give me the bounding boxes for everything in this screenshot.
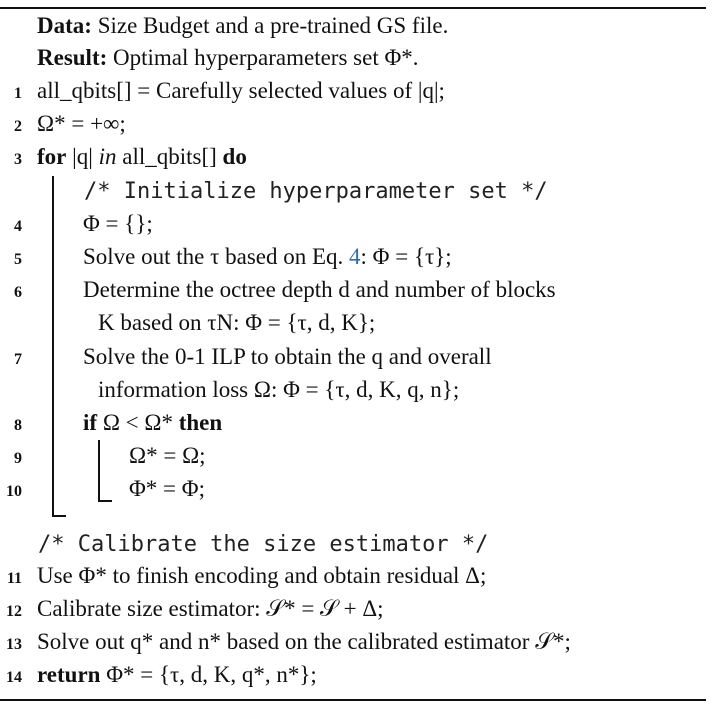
- line-number: 14: [6, 669, 22, 686]
- if-block-end: [98, 500, 112, 502]
- algorithm-line: Solve the 0-1 ILP to obtain the q and overall: [83, 344, 492, 369]
- algorithm-line: Solve out q* and n* based on the calibrated estimator 𝒮*;: [37, 629, 571, 654]
- keyword-return: return: [37, 662, 101, 687]
- line-text: Solve out the τ based on Eq.: [83, 244, 350, 269]
- comment-initialize: /* Initialize hyperparameter set */: [84, 179, 548, 204]
- algorithm-line: [37, 661, 317, 689]
- algorithm-line: Use Φ* to finish encoding and obtain residual Δ;: [37, 563, 487, 588]
- algorithm-line: Φ* = Φ;: [129, 476, 205, 501]
- line-text: : Φ = {τ};: [360, 244, 452, 269]
- algorithm-line: [83, 243, 452, 271]
- top-rule: [0, 7, 706, 9]
- algorithm-line: all_qbits[] = Carefully selected values of |q|;: [37, 78, 445, 103]
- algorithm-line-continuation: K based on τN: Φ = {τ, d, K};: [98, 310, 376, 335]
- algorithm-line: Determine the octree depth d and number of blocks: [83, 277, 556, 302]
- loop-set: all_qbits[]: [122, 144, 217, 169]
- loop-variable: |q|: [72, 144, 93, 169]
- line-number: 6: [14, 284, 22, 301]
- keyword-if: if: [83, 410, 98, 435]
- keyword-in: in: [98, 144, 117, 169]
- line-number: 10: [6, 483, 22, 500]
- data-label: Data:: [37, 13, 92, 38]
- line-number: 7: [14, 351, 22, 368]
- keyword-do: do: [222, 144, 247, 169]
- for-block-end: [52, 515, 66, 517]
- keyword-then: then: [178, 410, 223, 435]
- line-number: 8: [14, 417, 22, 434]
- line-number: 3: [14, 151, 22, 168]
- comment-calibrate: /* Calibrate the size estimator */: [38, 532, 489, 557]
- result-text: Optimal hyperparameters set Φ*.: [113, 45, 419, 70]
- algorithm-line-continuation: information loss Ω: Φ = {τ, d, K, q, n};: [98, 377, 460, 402]
- condition: Ω < Ω*: [102, 410, 173, 435]
- line-number: 9: [14, 450, 22, 467]
- data-line: [37, 12, 448, 40]
- for-block-bar: [52, 176, 54, 516]
- bottom-rule: [0, 699, 706, 701]
- equation-reference-link[interactable]: 4: [349, 244, 361, 269]
- algorithm-line: [37, 143, 247, 171]
- line-number: 1: [14, 85, 22, 102]
- keyword-for: for: [37, 144, 67, 169]
- if-block-bar: [98, 440, 100, 501]
- line-number: 12: [6, 603, 22, 620]
- line-number: 4: [14, 218, 22, 235]
- line-number: 13: [6, 636, 22, 653]
- data-text: Size Budget and a pre-trained GS file.: [97, 13, 449, 38]
- result-line: [37, 44, 419, 72]
- line-number: 5: [14, 251, 22, 268]
- return-value: Φ* = {τ, d, K, q*, n*};: [106, 662, 317, 687]
- algorithm-line: Ω* = +∞;: [37, 111, 126, 136]
- algorithm-line: Φ = {};: [83, 211, 153, 236]
- result-label: Result:: [37, 45, 108, 70]
- line-number: 11: [6, 570, 22, 587]
- algorithm-line: [83, 409, 222, 437]
- algorithm-line: Calibrate size estimator: 𝒮* = 𝒮 + Δ;: [37, 596, 384, 621]
- algorithm-line: Ω* = Ω;: [129, 443, 206, 468]
- line-number: 2: [14, 118, 22, 135]
